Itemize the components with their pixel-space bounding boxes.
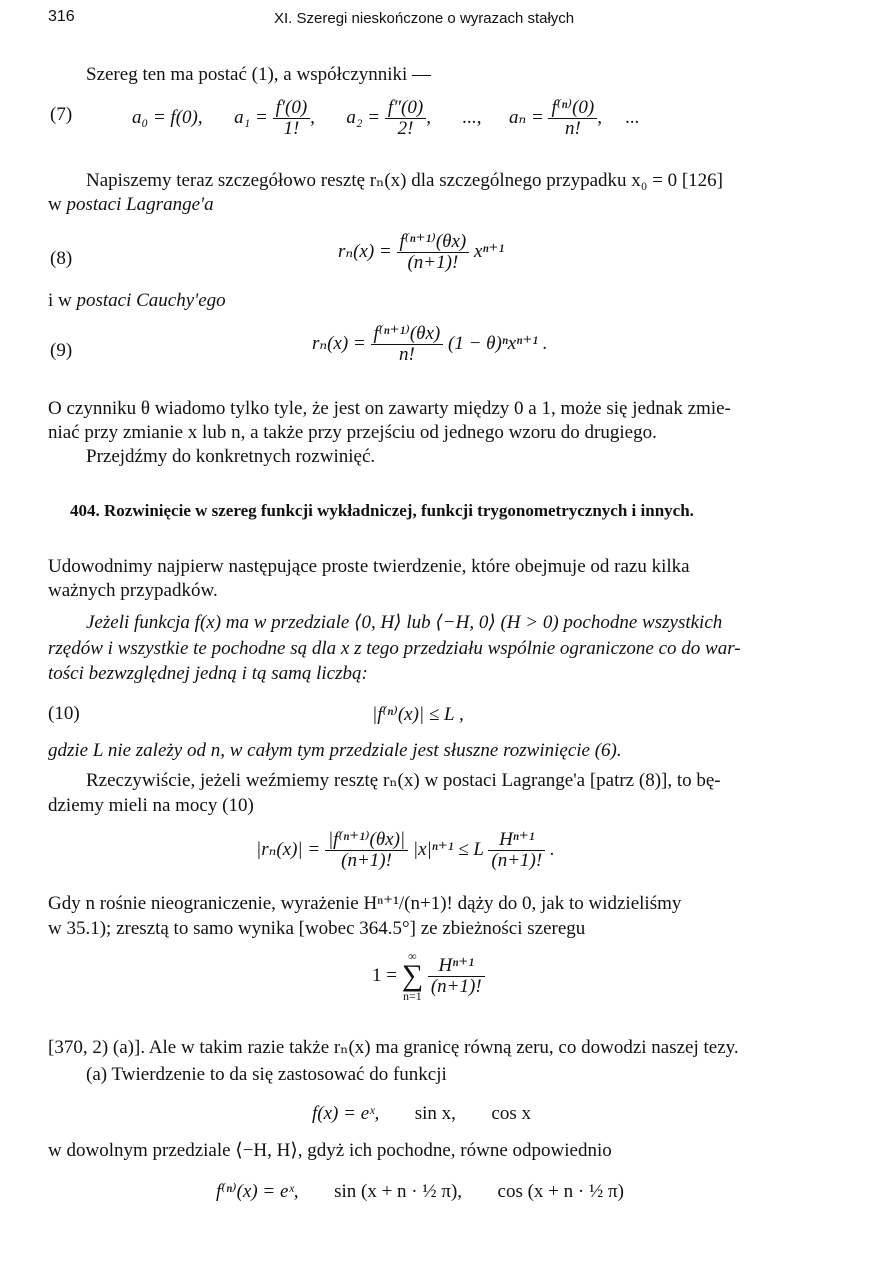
equation-9: rₙ(x) = $\frac{\text{f⁽ⁿ⁺¹⁾(θx)}}{n!}$ (1 − θ)ⁿxⁿ⁺¹ . xyxy=(312,323,548,365)
equation-10-label: (10) xyxy=(48,703,80,724)
section-heading: 404. Rozwinięcie w szereg funkcji wykładniczej, funkcji trygonometrycznych i innych. xyxy=(70,501,694,520)
paragraph-lagrange-2: w postaci Lagrange'a xyxy=(48,194,214,215)
eq-bound-fraction-1: $\frac{\text{|f⁽ⁿ⁺¹⁾(θx)|}}{(n+1)!}$ xyxy=(325,830,408,871)
page-number: 316 xyxy=(48,8,75,25)
paragraph-grows-1: Gdy n rośnie nieograniczenie, wyrażenie Hⁿ⁺¹/(n+1)! dąży do 0, jak to widzieliśmy xyxy=(48,893,682,914)
paragraph-indeed-2: dziemy mieli na mocy (10) xyxy=(48,795,254,816)
paragraph-theta-3: Przejdźmy do konkretnych rozwinięć. xyxy=(86,446,376,467)
equation-10: |f⁽ⁿ⁾(x)| ≤ L , xyxy=(372,704,464,725)
eq7-tail: ... xyxy=(625,106,640,128)
eq7-a0: a₀ = f(0), xyxy=(132,106,203,128)
equation-8: rₙ(x) = $\frac{\text{f⁽ⁿ⁺¹⁾(θx)}}{(n+1)!}$ xⁿ⁺¹ xyxy=(338,231,505,273)
paragraph-theta-2: niać przy zmianie x lub n, a także przy przejściu od jednego wzoru do drugiego. xyxy=(48,422,657,443)
paragraph-indeed-1: Rzeczywiście, jeżeli weźmiemy resztę rₙ(x) w postaci Lagrange'a [patrz (8)], to bę- xyxy=(86,770,721,791)
eq7-a2-fraction: $\frac{f''(0)}{2!}$ xyxy=(385,98,426,139)
paragraph-any: w dowolnym przedziale ⟨−H, H⟩, gdyż ich pochodne, równe odpowiednio xyxy=(48,1140,612,1161)
eq-series-fraction: $\frac{\text{Hⁿ⁺¹}}{(n+1)!}$ xyxy=(428,956,485,997)
eq7-a2: a₂ = xyxy=(346,106,381,128)
equation-derivatives: f⁽ⁿ⁾(x) = eˣ, sin (x + n · ½ π), cos (x + n · ½ π) xyxy=(216,1181,624,1202)
equation-label: (7) xyxy=(50,104,73,125)
equation-7 xyxy=(50,104,72,126)
eq-bound-fraction-2: $\frac{\text{Hⁿ⁺¹}}{(n+1)!}$ xyxy=(488,830,545,871)
paragraph-lagrange-1: Napiszemy teraz szczegółowo resztę rₙ(x) dla szczególnego przypadku x₀ = 0 [126] xyxy=(86,170,723,191)
eq7-an-fraction: $\frac{\text{f⁽ⁿ⁾(0)}}{n!}$ xyxy=(548,98,597,139)
equation-8-label: (8) xyxy=(50,248,73,269)
paragraph-prove-1: Udowodnimy najpierw następujące proste twierdzenie, które obejmuje od razu kilka xyxy=(48,556,690,577)
sum-symbol: ∞ ∑ n=1 xyxy=(401,949,424,1003)
equation-series: 1 = ∞ ∑ n=1 $\frac{\text{Hⁿ⁺¹}}{(n+1)!}$ xyxy=(372,950,485,1002)
paragraph-cauchy: i w postaci Cauchy'ego xyxy=(48,290,226,311)
paragraph-theta-1: O czynniku θ wiadomo tylko tyle, że jest on zawarty między 0 a 1, może się jednak zmie- xyxy=(48,398,731,419)
paragraph-370: [370, 2) (a)]. Ale w takim razie także rₙ(x) ma granicę równą zeru, co dowodzi naszej tezy. xyxy=(48,1037,739,1058)
paragraph-prove-2: ważnych przypadków. xyxy=(48,580,218,601)
equation-9-label: (9) xyxy=(50,340,73,361)
theorem-line-2: rzędów i wszystkie te pochodne są dla x z tego przedziału wspólnie ograniczone co do war- xyxy=(48,638,741,659)
paragraph-grows-2: w 35.1); zresztą to samo wynika [wobec 364.5°] ze zbieżności szeregu xyxy=(48,918,586,939)
eq7-a1: a₁ = xyxy=(234,106,268,128)
eq7-an: aₙ = xyxy=(508,106,544,128)
paragraph-intro: Szereg ten ma postać (1), a współczynniki — xyxy=(86,64,432,85)
eq9-fraction: $\frac{\text{f⁽ⁿ⁺¹⁾(θx)}}{n!}$ xyxy=(371,324,444,365)
theorem-line-3: tości bezwzględnej jedną i tą samą liczbą: xyxy=(48,663,368,684)
eq8-fraction: $\frac{\text{f⁽ⁿ⁺¹⁾(θx)}}{(n+1)!}$ xyxy=(397,232,470,273)
paragraph-a: (a) Twierdzenie to da się zastosować do funkcji xyxy=(86,1064,447,1085)
running-title: XI. Szeregi nieskończone o wyrazach stałych xyxy=(274,10,575,27)
paragraph-where: gdzie L nie zależy od n, w całym tym przedziale jest słuszne rozwinięcie (6). xyxy=(48,740,622,761)
equation-functions: f(x) = eˣ, sin x, cos x xyxy=(312,1103,531,1124)
equation-bound: |rₙ(x)| = $\frac{\text{|f⁽ⁿ⁺¹⁾(θx)|}}{(n+1)!}$ |x|ⁿ⁺¹ ≤ L $\frac{\text{Hⁿ⁺¹}}{(n+1)!}$ . xyxy=(256,829,555,871)
equation-7-body: a₀ = f(0), a₁ = $\frac{f'(0)}{1!}$ , a₂ = $\frac{f''(0)}{2!}$ , ..., aₙ = $\frac{\text{f⁽ⁿ⁾(0)}}{n!}$ , ... xyxy=(132,97,640,139)
eq7-dots: ..., xyxy=(462,106,482,128)
eq7-a1-fraction: $\frac{f'(0)}{1!}$ xyxy=(273,98,311,139)
theorem-line-1: Jeżeli funkcja f(x) ma w przedziale ⟨0, H⟩ lub ⟨−H, 0⟩ (H > 0) pochodne wszystkich xyxy=(86,612,723,633)
